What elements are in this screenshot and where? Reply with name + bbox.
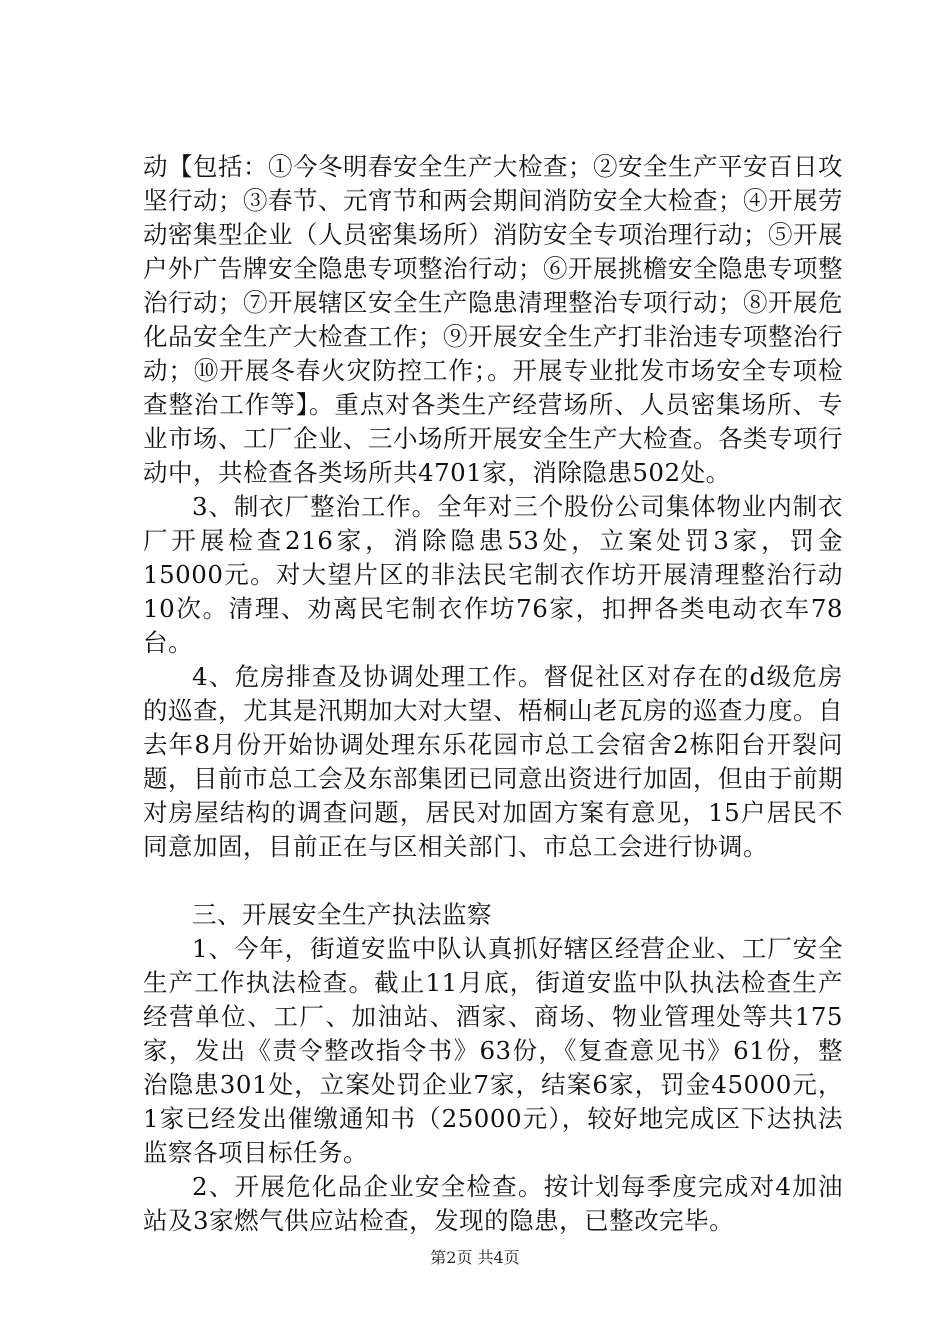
paragraph-inspection-actions: 动【包括：①今冬明春安全生产大检查；②安全生产平安百日攻坚行动；③春节、元宵节和两会期间消防安全大检查；④开展劳动密集型企业（人员密集场所）消防安全专项治理行动；⑤开展户外广告牌安全隐患专项整治行动；⑥开展挑檐安全隐患专项整治行动；⑦开展辖区安全生产隐患清理整治专项行动；⑧开展危化品安全生产大检查工作；⑨开展安全生产打非治违专项整治行动；⑩开展冬春火灾防控工作；。开展专业批发市场安全专项检查整治工作等】。重点对各类生产经营场所、人员密集场所、专业市场、工厂企业、三小场所开展安全生产大检查。各类专项行动中，共检查各类场所共4701家，消除隐患502处。: [143, 152, 843, 487]
document-body: [143, 150, 843, 1238]
page-number-footer: 第2页 共4页: [430, 1248, 520, 1267]
paragraph-law-enforcement: 1、今年，街道安监中队认真抓好辖区经营企业、工厂安全生产工作执法检查。截止11月底，街道安监中队执法检查生产经营单位、工厂、加油站、酒家、商场、物业管理处等共175家，发出《责令整改指令书》63份，《复查意见书》61份，整治隐患301处，立案处罚企业7家，结案6家，罚金45000元，1家已经发出催缴通知书（25000元），较好地完成区下达执法监察各项目标任务。: [143, 934, 843, 1167]
paragraph-garment-factory: 3、制衣厂整治工作。全年对三个股份公司集体物业内制衣厂开展检查216家，消除隐患53处，立案处罚3家，罚金15000元。对大望片区的非法民宅制衣作坊开展清理整治行动10次。清理、劝离民宅制衣作坊76家，扣押各类电动衣车78台。: [143, 492, 843, 657]
paragraph-hazardous-chemicals: 2、开展危化品企业安全检查。按计划每季度完成对4加油站及3家燃气供应站检查，发现的隐患，已整改完毕。: [143, 1172, 843, 1235]
section-spacer: [143, 864, 843, 898]
section-heading: 三、开展安全生产执法监察: [192, 900, 492, 929]
paragraph-dangerous-housing: 4、危房排查及协调处理工作。督促社区对存在的d级危房的巡查，尤其是汛期加大对大望、梧桐山老瓦房的巡查力度。自去年8月份开始协调处理东乐花园市总工会宿舍2栋阳台开裂问题，目前市总工会及东部集团已同意出资进行加固，但由于前期对房屋结构的调查问题，居民对加固方案有意见，15户居民不同意加固，目前正在与区相关部门、市总工会进行协调。: [143, 662, 843, 861]
